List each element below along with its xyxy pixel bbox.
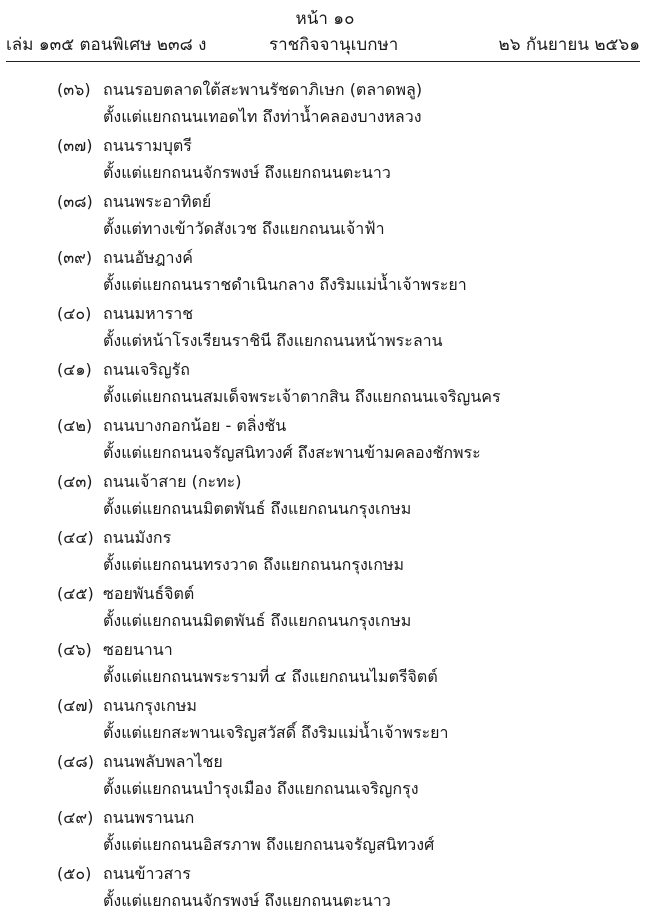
item-number: (๔๙) [57,808,94,827]
volume-issue: เล่ม ๑๓๕ ตอนพิเศษ ๒๓๘ ง [6,35,207,55]
road-segment: ตั้งแต่หน้าโรงเรียนราชินี ถึงแยกถนนหน้าพระลาน [103,331,443,350]
road-name: ถนนอัษฎางค์ [103,248,193,267]
road-segment: ตั้งแต่แยกถนนจรัญสนิทวงศ์ ถึงสะพานข้ามคลองชักพระ [103,443,481,462]
item-number: (๔๒) [57,416,93,435]
list-item [0,244,650,300]
road-name: ถนนรอบตลาดใต้สะพานรัชดาภิเษก (ตลาดพลู) [103,80,423,99]
road-segment: ตั้งแต่แยกถนนมิตตพันธ์ ถึงแยกถนนกรุงเกษม [103,499,412,518]
list-item [0,132,650,188]
road-segment: ตั้งแต่แยกถนนบำรุงเมือง ถึงแยกถนนเจริญกรุง [103,779,419,798]
item-number: (๓๖) [57,80,91,99]
road-name: ถนนเจ้าสาย (กะทะ) [103,472,242,491]
item-number: (๕๐) [57,864,92,883]
item-number: (๔๘) [57,752,94,771]
road-segment: ตั้งแต่แยกถนนทรงวาด ถึงแยกถนนกรุงเกษม [103,555,405,574]
road-name: ถนนพรานนก [103,808,195,827]
item-number: (๓๙) [57,248,93,267]
road-name: ถนนข้าวสาร [103,864,191,883]
publication-date: ๒๖ กันยายน ๒๕๖๑ [498,35,640,55]
list-item [0,76,650,132]
item-number: (๔๔) [57,528,94,547]
item-number: (๓๘) [57,192,93,211]
road-name: ถนนรามบุตรี [103,136,192,155]
road-segment: ตั้งแต่แยกถนนพระรามที่ ๔ ถึงแยกถนนไมตรีจิตต์ [103,667,438,686]
road-name: ถนนพลับพลาไชย [103,752,223,771]
road-name: ถนนมังกร [103,528,172,547]
item-number: (๔๖) [57,640,92,659]
list-item [0,412,650,468]
page-number: หน้า ๑๐ [295,9,355,29]
road-name: ถนนเจริญรัถ [103,360,190,379]
road-segment: ตั้งแต่แยกถนนจักรพงษ์ ถึงแยกถนนตะนาว [103,891,391,910]
road-name: ถนนพระอาทิตย์ [103,192,212,211]
road-list [0,76,650,916]
road-segment: ตั้งแต่แยกถนนมิตตพันธ์ ถึงแยกถนนกรุงเกษม [103,611,412,630]
road-segment: ตั้งแต่ทางเข้าวัดสังเวช ถึงแยกถนนเจ้าฟ้า [103,219,385,238]
list-item [0,468,650,524]
publication-title: ราชกิจจานุเบกษา [269,35,399,55]
road-segment: ตั้งแต่แยกถนนจักรพงษ์ ถึงแยกถนนตะนาว [103,163,391,182]
header-divider [6,61,640,62]
list-item [0,692,650,748]
road-segment: ตั้งแต่แยกถนนอิสรภาพ ถึงแยกถนนจรัญสนิทวงศ์ [103,835,435,854]
item-number: (๔๕) [57,584,94,603]
road-segment: ตั้งแต่แยกถนนสมเด็จพระเจ้าตากสิน ถึงแยกถนนเจริญนคร [103,387,501,406]
road-name: ถนนมหาราช [103,304,194,323]
road-name: ถนนกรุงเกษม [103,696,197,715]
item-number: (๔๐) [57,304,92,323]
item-number: (๓๗) [57,136,93,155]
road-segment: ตั้งแต่แยกสะพานเจริญสวัสดิ์ ถึงริมแม่น้ำเจ้าพระยา [103,723,449,742]
item-number: (๔๑) [57,360,92,379]
road-segment: ตั้งแต่แยกถนนราชดำเนินกลาง ถึงริมแม่น้ำเจ้าพระยา [103,275,467,294]
list-item [0,804,650,860]
item-number: (๔๓) [57,472,93,491]
list-item [0,300,650,356]
road-name: ซอยพันธ์จิตต์ [103,584,195,603]
list-item [0,636,650,692]
road-name: ซอยนานา [103,640,173,659]
road-segment: ตั้งแต่แยกถนนเทอดไท ถึงท่าน้ำคลองบางหลวง [103,107,422,126]
list-item [0,748,650,804]
list-item [0,524,650,580]
list-item [0,860,650,916]
item-number: (๔๗) [57,696,94,715]
list-item [0,356,650,412]
list-item [0,188,650,244]
list-item [0,580,650,636]
running-header [6,34,640,56]
road-name: ถนนบางกอกน้อย - ตลิ่งชัน [103,416,287,435]
